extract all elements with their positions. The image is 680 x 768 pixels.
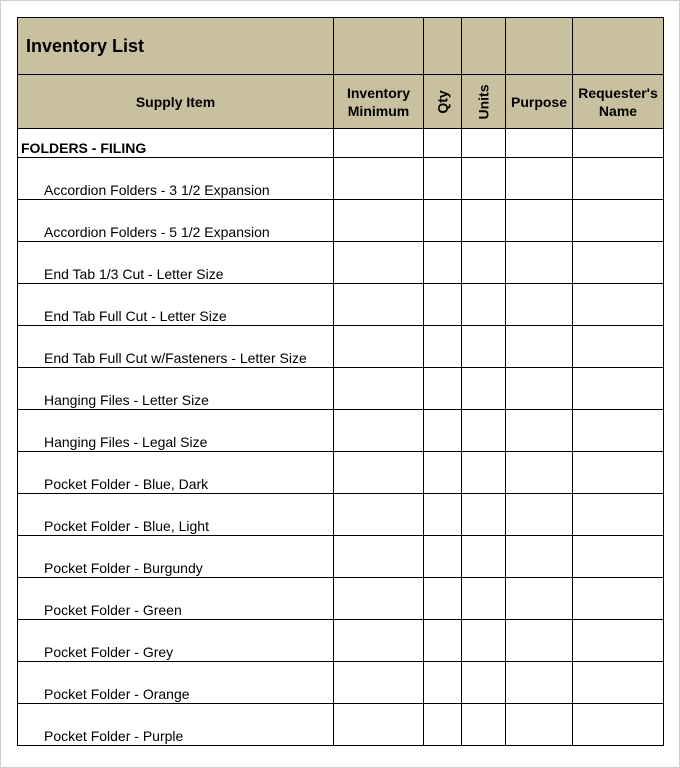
empty-cell[interactable] <box>462 368 506 410</box>
empty-cell[interactable] <box>424 704 462 746</box>
supply-item-cell: Pocket Folder - Grey <box>18 620 334 662</box>
table-row <box>18 242 664 284</box>
empty-cell[interactable] <box>462 242 506 284</box>
empty-cell[interactable] <box>462 129 506 158</box>
supply-item-cell: Pocket Folder - Blue, Dark <box>18 452 334 494</box>
empty-cell[interactable] <box>573 662 664 704</box>
empty-cell[interactable] <box>506 536 573 578</box>
empty-cell[interactable] <box>424 494 462 536</box>
empty-cell[interactable] <box>573 536 664 578</box>
empty-cell[interactable] <box>573 494 664 536</box>
empty-cell[interactable] <box>506 284 573 326</box>
empty-cell[interactable] <box>334 158 424 200</box>
empty-cell[interactable] <box>462 452 506 494</box>
empty-cell[interactable] <box>462 620 506 662</box>
empty-cell[interactable] <box>334 129 424 158</box>
table-row <box>18 200 664 242</box>
empty-cell[interactable] <box>573 368 664 410</box>
empty-cell[interactable] <box>334 578 424 620</box>
empty-cell[interactable] <box>334 200 424 242</box>
title-blank-cell <box>506 18 573 75</box>
supply-item-cell: Accordion Folders - 3 1/2 Expansion <box>18 158 334 200</box>
empty-cell[interactable] <box>462 158 506 200</box>
empty-cell[interactable] <box>573 284 664 326</box>
sheet-title: Inventory List <box>18 18 334 75</box>
empty-cell[interactable] <box>506 494 573 536</box>
empty-cell[interactable] <box>506 368 573 410</box>
empty-cell[interactable] <box>573 578 664 620</box>
empty-cell[interactable] <box>424 368 462 410</box>
title-blank-cell <box>462 18 506 75</box>
empty-cell[interactable] <box>573 620 664 662</box>
empty-cell[interactable] <box>573 326 664 368</box>
empty-cell[interactable] <box>424 158 462 200</box>
title-blank-cell <box>573 18 664 75</box>
empty-cell[interactable] <box>506 242 573 284</box>
empty-cell[interactable] <box>424 284 462 326</box>
supply-item-cell: Pocket Folder - Orange <box>18 662 334 704</box>
empty-cell[interactable] <box>462 494 506 536</box>
empty-cell[interactable] <box>334 242 424 284</box>
empty-cell[interactable] <box>424 129 462 158</box>
empty-cell[interactable] <box>573 200 664 242</box>
empty-cell[interactable] <box>424 410 462 452</box>
supply-item-cell: Pocket Folder - Purple <box>18 704 334 746</box>
empty-cell[interactable] <box>334 662 424 704</box>
table-row <box>18 410 664 452</box>
header-supply-item: Supply Item <box>18 75 334 129</box>
supply-item-cell: End Tab Full Cut w/Fasteners - Letter Size <box>18 326 334 368</box>
supply-item-cell: Pocket Folder - Green <box>18 578 334 620</box>
supply-item-cell: Hanging Files - Letter Size <box>18 368 334 410</box>
category-label: FOLDERS - FILING <box>18 129 334 158</box>
empty-cell[interactable] <box>424 536 462 578</box>
empty-cell[interactable] <box>462 410 506 452</box>
empty-cell[interactable] <box>462 704 506 746</box>
header-units: Units <box>475 84 492 119</box>
empty-cell[interactable] <box>506 129 573 158</box>
empty-cell[interactable] <box>334 326 424 368</box>
header-qty-cell <box>424 75 462 129</box>
empty-cell[interactable] <box>573 410 664 452</box>
table-row <box>18 158 664 200</box>
empty-cell[interactable] <box>424 200 462 242</box>
supply-item-cell: End Tab Full Cut - Letter Size <box>18 284 334 326</box>
empty-cell[interactable] <box>424 326 462 368</box>
supply-item-cell: Accordion Folders - 5 1/2 Expansion <box>18 200 334 242</box>
empty-cell[interactable] <box>506 662 573 704</box>
table-row <box>18 368 664 410</box>
empty-cell[interactable] <box>334 368 424 410</box>
empty-cell[interactable] <box>506 158 573 200</box>
empty-cell[interactable] <box>506 200 573 242</box>
empty-cell[interactable] <box>424 620 462 662</box>
empty-cell[interactable] <box>334 704 424 746</box>
empty-cell[interactable] <box>506 452 573 494</box>
empty-cell[interactable] <box>424 578 462 620</box>
table-row <box>18 326 664 368</box>
empty-cell[interactable] <box>424 242 462 284</box>
empty-cell[interactable] <box>462 536 506 578</box>
empty-cell[interactable] <box>334 536 424 578</box>
table-row <box>18 662 664 704</box>
empty-cell[interactable] <box>506 410 573 452</box>
empty-cell[interactable] <box>462 326 506 368</box>
empty-cell[interactable] <box>506 326 573 368</box>
supply-item-cell: End Tab 1/3 Cut - Letter Size <box>18 242 334 284</box>
empty-cell[interactable] <box>506 578 573 620</box>
header-qty: Qty <box>434 89 451 114</box>
empty-cell[interactable] <box>573 452 664 494</box>
empty-cell[interactable] <box>506 620 573 662</box>
empty-cell[interactable] <box>573 704 664 746</box>
empty-cell[interactable] <box>462 578 506 620</box>
column-header-row <box>18 75 664 129</box>
table-row <box>18 620 664 662</box>
empty-cell[interactable] <box>573 242 664 284</box>
empty-cell[interactable] <box>424 662 462 704</box>
empty-cell[interactable] <box>334 494 424 536</box>
table-row <box>18 284 664 326</box>
supply-item-cell: Pocket Folder - Burgundy <box>18 536 334 578</box>
empty-cell[interactable] <box>462 662 506 704</box>
empty-cell[interactable] <box>573 158 664 200</box>
empty-cell[interactable] <box>506 704 573 746</box>
empty-cell[interactable] <box>573 129 664 158</box>
table-row <box>18 704 664 746</box>
table-row <box>18 578 664 620</box>
empty-cell[interactable] <box>424 452 462 494</box>
empty-cell[interactable] <box>462 284 506 326</box>
table-row <box>18 452 664 494</box>
table-row <box>18 494 664 536</box>
header-inventory-minimum: Inventory Minimum <box>334 75 424 129</box>
category-row <box>18 129 664 158</box>
title-row <box>18 18 664 75</box>
table-row <box>18 536 664 578</box>
supply-item-cell: Hanging Files - Legal Size <box>18 410 334 452</box>
header-requesters-name: Requester's Name <box>573 75 664 129</box>
empty-cell[interactable] <box>334 452 424 494</box>
title-blank-cell <box>334 18 424 75</box>
supply-item-cell: Pocket Folder - Blue, Light <box>18 494 334 536</box>
header-purpose: Purpose <box>506 75 573 129</box>
title-blank-cell <box>424 18 462 75</box>
inventory-table <box>17 17 664 746</box>
header-units-cell <box>462 75 506 129</box>
empty-cell[interactable] <box>462 200 506 242</box>
empty-cell[interactable] <box>334 284 424 326</box>
empty-cell[interactable] <box>334 620 424 662</box>
empty-cell[interactable] <box>334 410 424 452</box>
